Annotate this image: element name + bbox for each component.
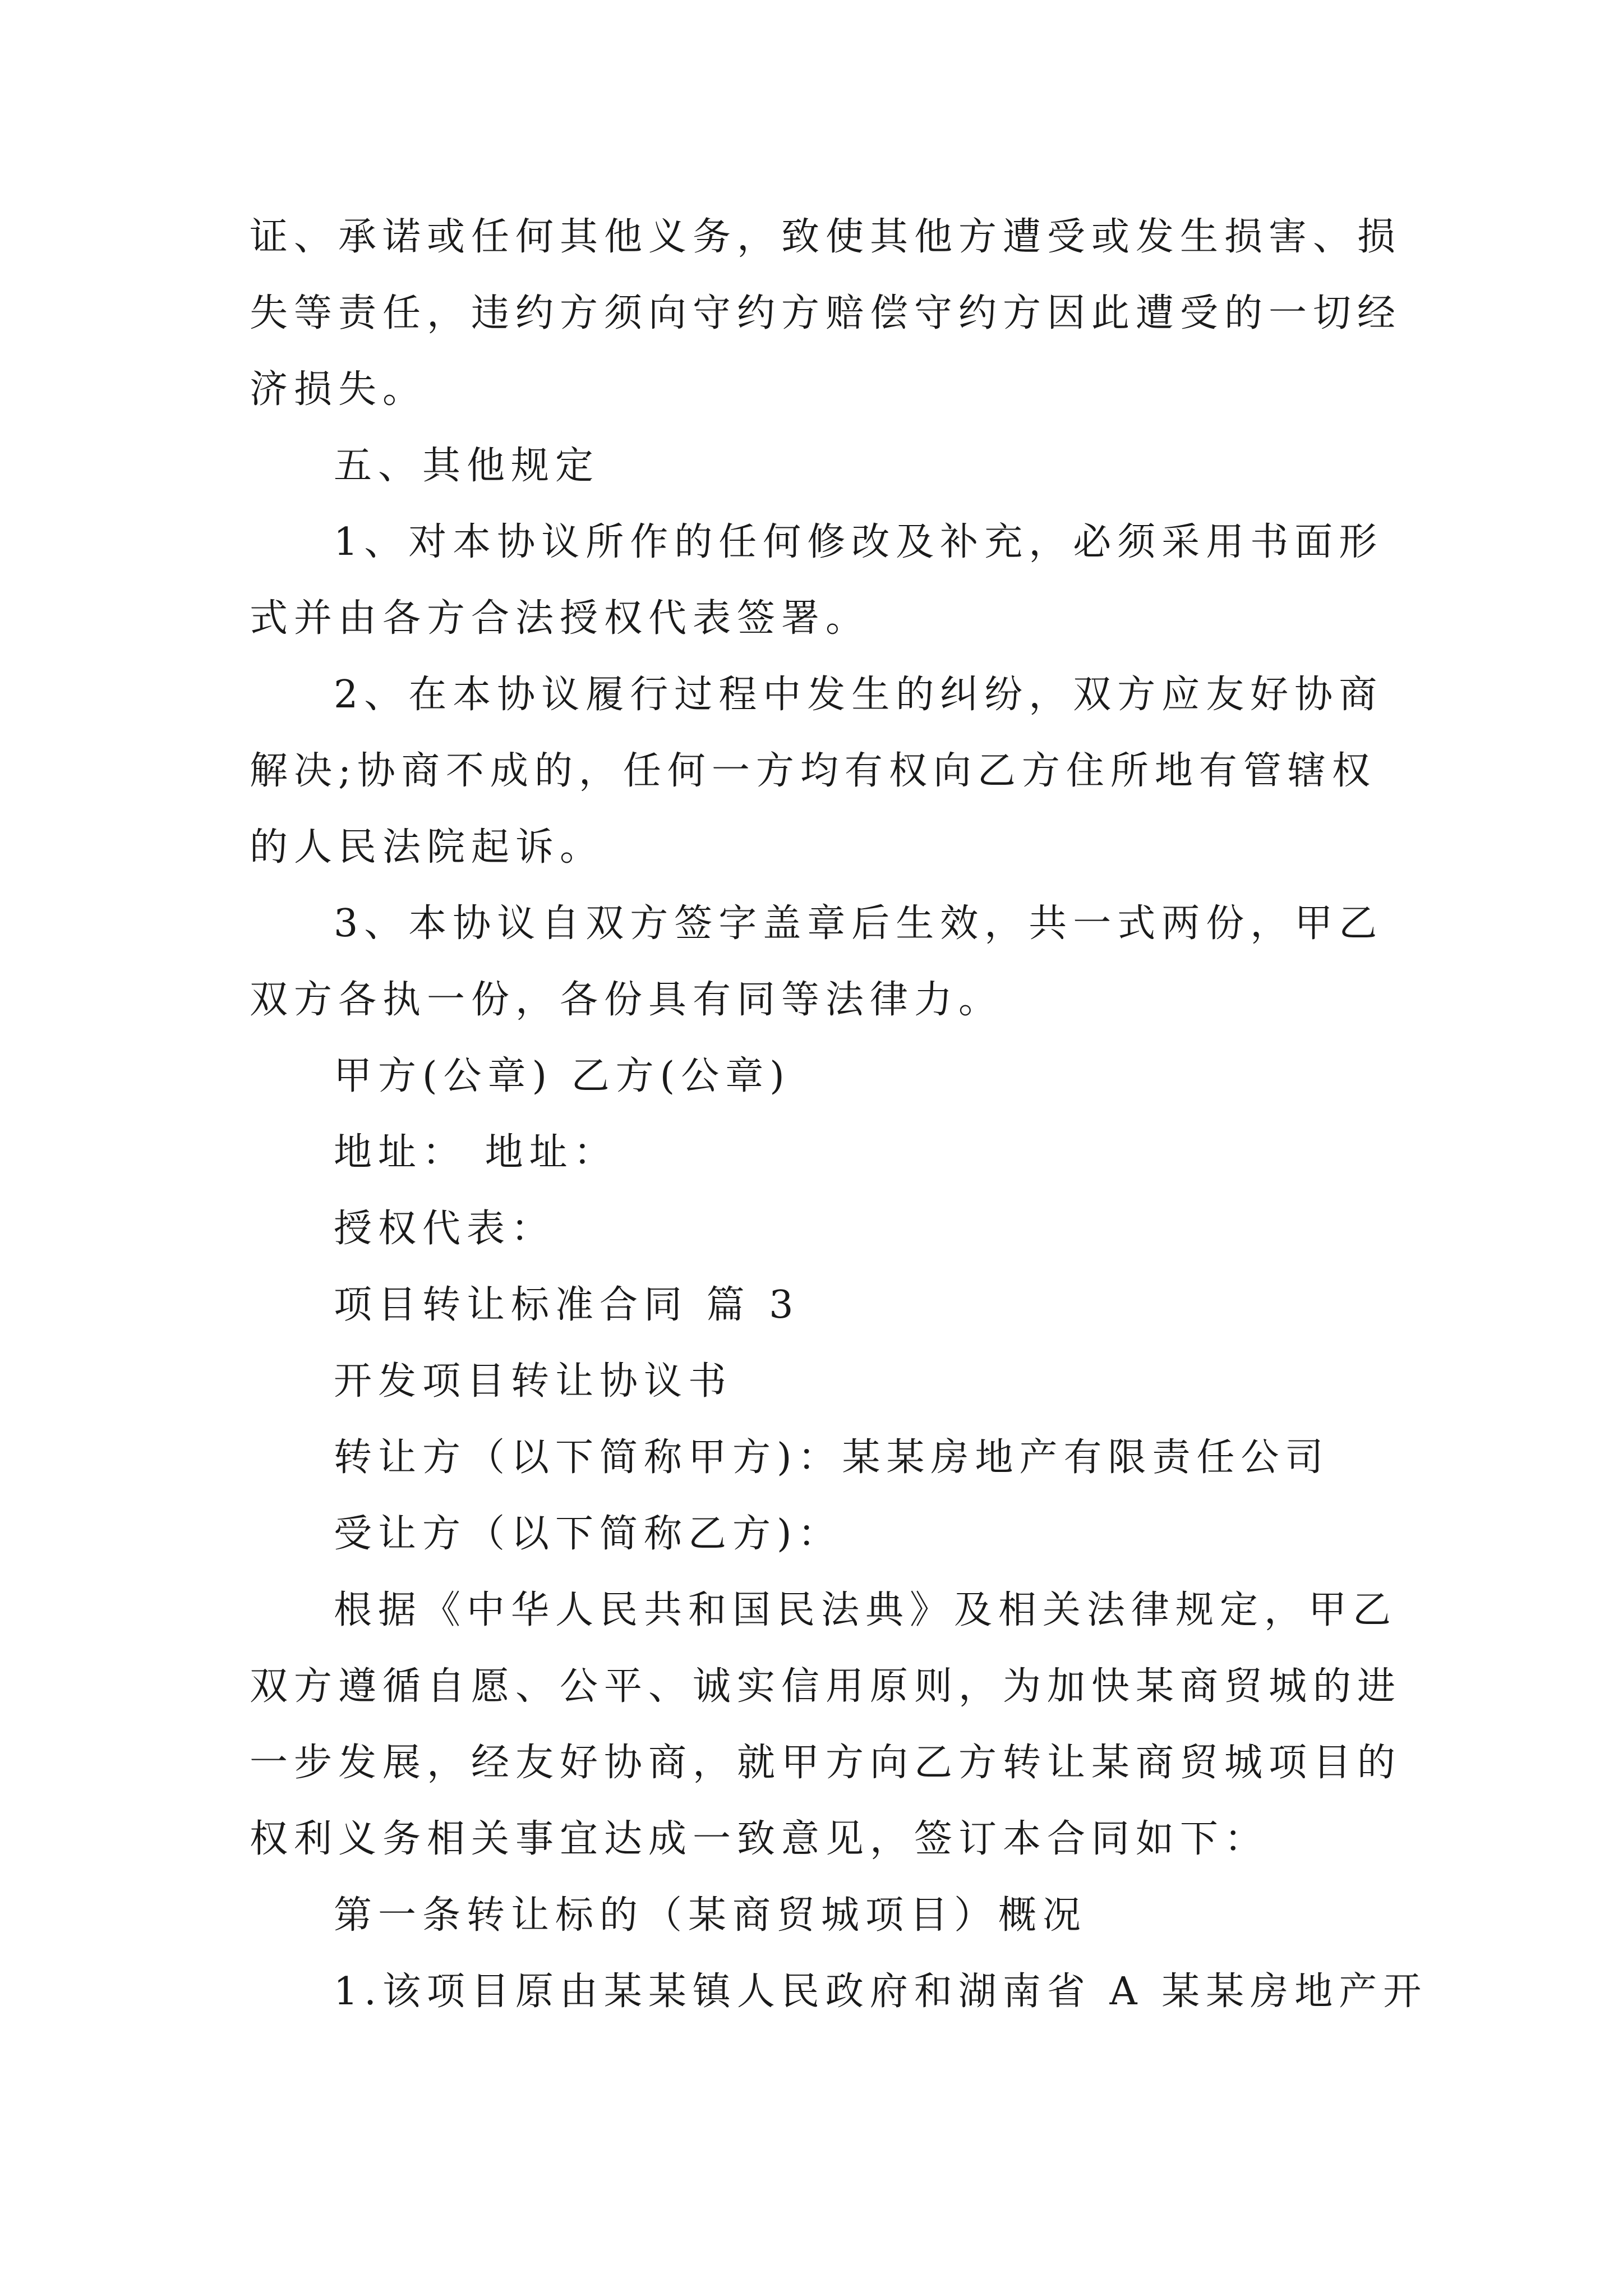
text-line: 地址： 地址： bbox=[334, 1130, 618, 1175]
text-line: 开发项目转让协议书 bbox=[334, 1359, 733, 1404]
text-line: 的人民法院起诉。 bbox=[250, 825, 605, 869]
text-line: 济损失。 bbox=[250, 367, 427, 412]
text-line: 双方各执一份，各份具有同等法律力。 bbox=[250, 978, 1003, 1022]
text-line: 双方遵循自愿、公平、诚实信用原则，为加快某商贸城的进 bbox=[250, 1664, 1402, 1709]
text-line: 1.该项目原由某某镇人民政府和湖南省 A 某某房地产开 bbox=[334, 1970, 1428, 2014]
text-line: 授权代表： bbox=[334, 1207, 556, 1251]
text-line: 1、对本协议所作的任何修改及补充，必须采用书面形 bbox=[334, 520, 1384, 564]
text-line: 失等责任，违约方须向守约方赔偿守约方因此遭受的一切经 bbox=[250, 291, 1402, 335]
text-line: 甲方(公章) 乙方(公章) bbox=[334, 1054, 791, 1098]
text-line: 解决;协商不成的，任何一方均有权向乙方住所地有管辖权 bbox=[250, 749, 1376, 793]
text-line: 式并由各方合法授权代表签署。 bbox=[250, 596, 870, 641]
text-line: 转让方（以下简称甲方)：某某房地产有限责任公司 bbox=[334, 1435, 1330, 1480]
text-line: 根据《中华人民共和国民法典》及相关法律规定，甲乙 bbox=[334, 1588, 1398, 1632]
text-line: 受让方（以下简称乙方)： bbox=[334, 1512, 842, 1556]
text-line: 3、本协议自双方签字盖章后生效，共一式两份，甲乙 bbox=[334, 901, 1384, 946]
text-line: 证、承诺或任何其他义务，致使其他方遭受或发生损害、损 bbox=[250, 215, 1402, 259]
text-line: 权利义务相关事宜达成一致意见，签订本合同如下： bbox=[250, 1817, 1269, 1861]
text-line: 项目转让标准合同 篇 3 bbox=[334, 1283, 800, 1327]
text-line: 一步发展，经友好协商，就甲方向乙方转让某商贸城项目的 bbox=[250, 1741, 1402, 1785]
text-line: 第一条转让标的（某商贸城项目）概况 bbox=[334, 1893, 1087, 1938]
document-body bbox=[250, 199, 1428, 2030]
text-line: 2、在本协议履行过程中发生的纠纷，双方应友好协商 bbox=[334, 673, 1384, 717]
text-line: 五、其他规定 bbox=[334, 444, 600, 488]
